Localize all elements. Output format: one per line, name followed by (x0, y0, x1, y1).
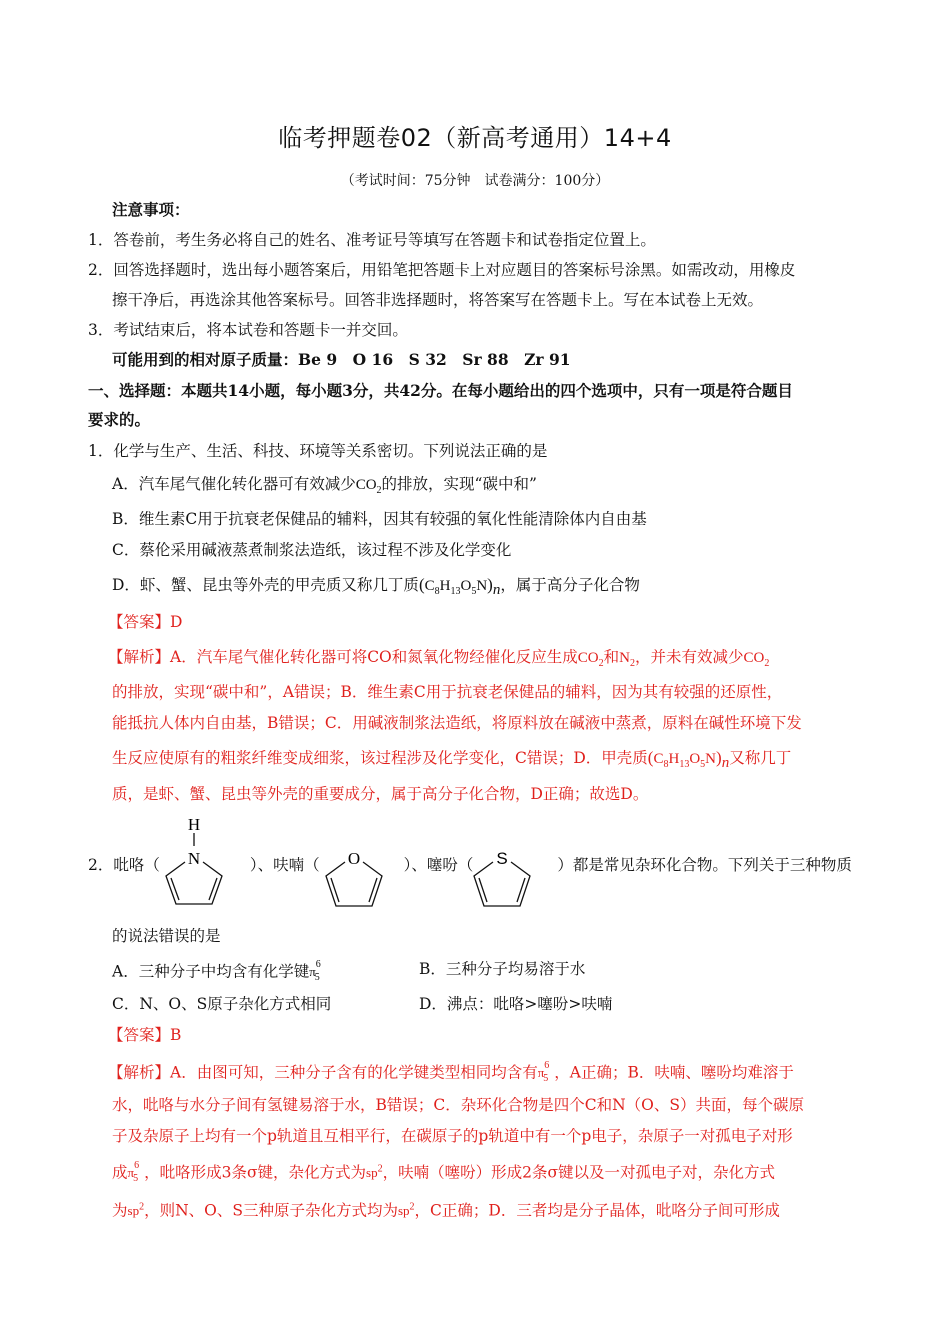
notice-item: 3．考试结束后，将本试卷和答题卡一并交回。 (88, 321, 408, 339)
explanation-line: 子及杂原子上均有一个p轨道且互相平行，在碳原子的p轨道中有一个p电子，杂原子一对孤电子对形 (112, 1127, 793, 1145)
answer-label: 【答案】D (108, 613, 183, 631)
notice-heading: 注意事项： (112, 200, 190, 219)
option-a: A．汽车尾气催化转化器可有效减少$CO_2$的排放，实现“碳中和” (112, 475, 537, 496)
option-a: A．三种分子中均含有化学键$\pi^6_5$ (112, 959, 321, 983)
option-b: B．维生素C用于抗衰老保健品的辅料，因其有较强的氧化性能清除体内自由基 (112, 510, 647, 528)
option-d: D．虾、蟹、昆虫等外壳的甲壳质又称几丁质$(C_8H_{13}O_5N)_n$，属于高分子化合物 (112, 575, 640, 599)
option-c: C．蔡伦采用碱液蒸煮制浆法造纸，该过程不涉及化学变化 (112, 541, 512, 559)
atomic-mass-line: 可能用到的相对原子质量：Be 9 O 16 S 32 Sr 88 Zr 91 (112, 350, 571, 369)
pyrrole-h-label: H (187, 815, 201, 834)
thiophene-structure (468, 840, 540, 912)
notice-item: 1．答卷前，考生务必将自己的姓名、准考证号等填写在答题卡和试卷指定位置上。 (88, 231, 656, 249)
explanation-line: 水，吡咯与水分子间有氢键易溶于水，B错误；C．杂环化合物是四个C和N（O、S）共面，每个碳原 (112, 1096, 805, 1114)
pyrrole-n-label: N (187, 849, 201, 868)
question-stem: 的说法错误的是 (112, 927, 221, 945)
option-d: D．沸点：吡咯>噻吩>呋喃 (419, 995, 613, 1013)
page-title: 临考押题卷02（新高考通用）14+4 (278, 124, 672, 152)
explanation-line: 能抵抗人体内自由基，B错误；C．用碱液制浆法造纸，将原料放在碱液中蒸煮，原料在碱性环境下发 (112, 714, 802, 732)
notice-item: 2．回答选择题时，选出每小题答案后，用铅笔把答题卡上对应题目的答案标号涂黑。如需改动，用橡皮 (88, 261, 796, 279)
explanation-line: 生反应使原有的粗浆纤维变成细浆，该过程涉及化学变化，C错误；D．甲壳质$(C_8H_{13}O_5N)_n$又称几丁 (112, 748, 792, 772)
section-heading: 要求的。 (88, 410, 151, 429)
answer-label: 【答案】B (108, 1026, 182, 1044)
option-c: C．N、O、S原子杂化方式相同 (112, 995, 332, 1013)
exam-info: （考试时间：75分钟 试卷满分：100分） (340, 173, 610, 189)
pyrrole-structure (156, 814, 236, 910)
explanation-line: 成$\pi^6_5$ ，吡咯形成3条σ键，杂化方式为$sp^2$，呋喃（噻吩）形成2条σ键以及一对孤电子对，杂化方式 (112, 1160, 776, 1184)
thiophene-s-label: S (496, 849, 508, 868)
explanation-line: 的排放，实现“碳中和”，A错误；B．维生素C用于抗衰老保健品的辅料，因为其有较强的还原性， (112, 683, 783, 701)
explanation-line: 【解析】A．汽车尾气催化转化器可将CO和氮氧化物经催化反应生成$CO_2$和$N_2$，并未有效减少$CO_2$ (108, 648, 770, 669)
furan-structure (320, 840, 392, 912)
explanation-line: 为$sp^2$，则N、O、S三种原子杂化方式均为$sp^2$，C正确；D．三者均是分子晶体，吡咯分子间可形成 (112, 1201, 780, 1220)
furan-o-label: O (347, 849, 361, 868)
notice-item: 擦干净后，再选涂其他答案标号。回答非选择题时，将答案写在答题卡上。写在本试卷上无效。 (112, 291, 764, 309)
section-heading: 一、选择题：本题共14小题，每小题3分，共42分。在每小题给出的四个选项中，只有一项是符合题目 (88, 381, 793, 400)
explanation-line: 【解析】A．由图可知，三种分子含有的化学键类型相同均含有$\pi^6_5$ ，A正确；B．呋喃、噻吩均难溶于 (108, 1060, 794, 1084)
option-b: B．三种分子均易溶于水 (419, 960, 586, 978)
question-stem: 2．吡咯（ ）、呋喃（ ）、噻吩（ ）都是常见杂环化合物。下列关于三种物质 (88, 856, 852, 874)
explanation-line: 质，是虾、蟹、昆虫等外壳的重要成分，属于高分子化合物，D正确；故选D。 (112, 785, 649, 803)
question-stem: 1．化学与生产、生活、科技、环境等关系密切。下列说法正确的是 (88, 442, 548, 460)
